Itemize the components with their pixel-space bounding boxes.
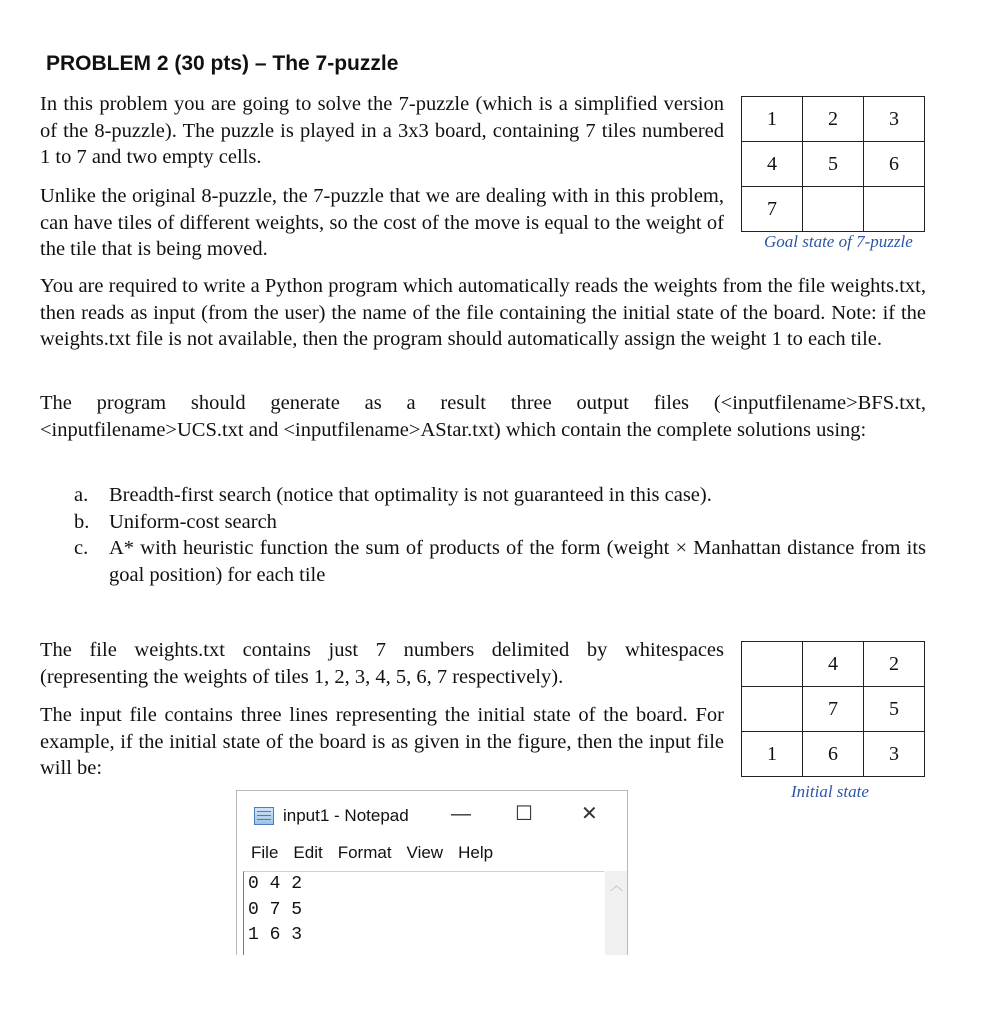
input-file-paragraph: The input file contains three lines representing the initial state of the board. For example, if the initial state of the board is as given in the figure, then the input file will be: — [40, 704, 724, 779]
notepad-title-bar[interactable] — [237, 791, 627, 843]
menu-file[interactable]: File — [251, 843, 279, 862]
close-button[interactable]: ✕ — [581, 803, 598, 825]
board-cell — [864, 187, 925, 232]
board-cell: 3 — [864, 97, 925, 142]
problem-title: PROBLEM 2 (30 pts) – The 7-puzzle — [46, 52, 399, 75]
menu-format[interactable]: Format — [337, 843, 392, 862]
goal-state-caption: Goal state of 7-puzzle — [764, 232, 913, 251]
menu-help[interactable]: Help — [458, 843, 494, 862]
board-cell — [742, 642, 803, 687]
board-cell: 5 — [864, 687, 925, 732]
menu-edit[interactable]: Edit — [293, 843, 323, 862]
initial-state-board — [741, 641, 925, 777]
list-marker: a. — [74, 484, 89, 506]
board-cell: 2 — [803, 97, 864, 142]
goal-state-board — [741, 96, 925, 232]
notepad-text-area[interactable] — [243, 871, 604, 955]
board-cell: 2 — [864, 642, 925, 687]
list-text: Uniform-cost search — [109, 510, 277, 533]
text-line: 0 4 2 — [248, 874, 303, 894]
maximize-button[interactable]: ☐ — [515, 803, 533, 825]
list-text: Breadth-first search (notice that optimality is not guaranteed in this case). — [109, 484, 712, 506]
intro-paragraph: In this problem you are going to solve the 7-puzzle (which is a simplified version of the 8-puzzle). The puzzle is played in a 3x3 board, containing 7 tiles numbered 1 to 7 and two empty cells. — [40, 93, 724, 168]
board-cell: 4 — [803, 642, 864, 687]
board-cell — [803, 187, 864, 232]
board-cell: 1 — [742, 97, 803, 142]
search-methods-list — [74, 482, 926, 588]
list-marker: c. — [74, 537, 89, 559]
notepad-icon — [254, 807, 274, 825]
list-text: A* with heuristic function the sum of products of the form (weight × Manhattan distance from its goal position) for each tile — [109, 537, 926, 586]
notepad-window-title: input1 - Notepad — [283, 806, 409, 825]
board-cell: 1 — [742, 732, 803, 777]
weights-paragraph: Unlike the original 8-puzzle, the 7-puzzle that we are dealing with in this problem, can have tiles of different weights, so the cost of the move is equal to the weight of the tile that is being moved. — [40, 185, 724, 260]
list-marker: b. — [74, 510, 90, 533]
board-cell: 5 — [803, 142, 864, 187]
list-item — [74, 482, 926, 509]
board-cell: 3 — [864, 732, 925, 777]
output-paragraph: The program should generate as a result three output files (<inputfilename>BFS.txt, <inputfilename>UCS.txt and <inputfilename>AStar.txt) which contain the complete solutions using: — [40, 392, 926, 441]
board-cell — [742, 687, 803, 732]
scroll-up-icon[interactable]: ︿ — [610, 878, 624, 893]
notepad-window — [236, 790, 628, 955]
board-cell: 6 — [803, 732, 864, 777]
list-item — [74, 509, 926, 536]
text-line: 0 7 5 — [248, 899, 303, 920]
menu-view[interactable]: View — [406, 843, 444, 862]
minimize-button[interactable]: — — [451, 803, 471, 825]
board-cell: 6 — [864, 142, 925, 187]
board-cell: 7 — [803, 687, 864, 732]
initial-state-caption: Initial state — [791, 782, 869, 801]
text-line: 1 6 3 — [248, 925, 303, 945]
requirements-paragraph: You are required to write a Python program which automatically reads the weights from the file weights.txt, then reads as input (from the user) the name of the file containing the initial state of the board. Note: if the weights.txt file is not available, then the program should automatically assign the weight 1 to each tile. — [40, 275, 926, 350]
list-item — [74, 535, 926, 588]
board-cell: 4 — [742, 142, 803, 187]
board-cell: 7 — [742, 187, 803, 232]
weights-file-paragraph: The file weights.txt contains just 7 numbers delimited by whitespaces (representing the weights of tiles 1, 2, 3, 4, 5, 6, 7 respectively). — [40, 639, 724, 688]
vertical-scrollbar[interactable] — [605, 871, 627, 955]
notepad-menu-bar — [251, 843, 508, 863]
